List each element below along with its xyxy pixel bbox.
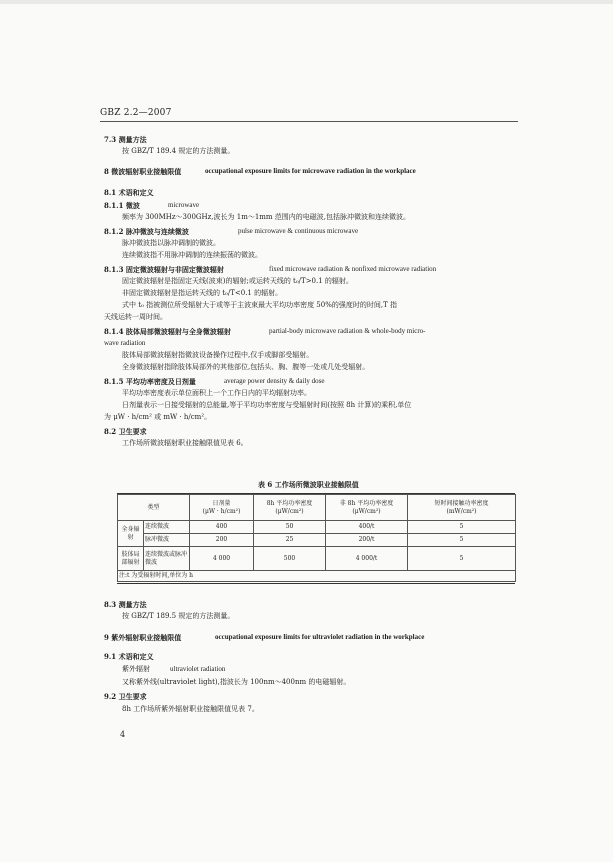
heading-8-1-2-en: pulse microwave & continuous microwave — [238, 227, 359, 235]
body-8-1-4-b: 全身微波辐射指除肢体局部外的其他部位,包括头、胸、腹等一处或几处受辐射。 — [122, 363, 370, 371]
body-8-1-1: 频率为 300MHz～300GHz,波长为 1m～1mm 范围内的电磁波,包括脉冲微波和连续微波。 — [122, 213, 411, 221]
heading-8-en: occupational exposure limits for microwave radiation in the workplace — [205, 167, 416, 175]
term-9-1: 紫外辐射 — [122, 665, 150, 673]
col-daily-dose: 日剂量 (μW · h/cm²) — [190, 495, 254, 521]
body-8-1-3-c: 式中 t₀ 指被测位所受辐射大于或等于主波束最大平均功率密度 50%的强度时的时间,T 指 — [122, 301, 397, 309]
col-non-8h: 非 8h 平均功率密度 (μW/cm²) — [326, 495, 408, 521]
body-8-1-3-a: 固定微波辐射是指固定天线(波束)的辐射;或运转天线的 t₀/T>0.1 的辐射。 — [122, 277, 353, 285]
heading-9-en: occupational exposure limits for ultraviolet radiation in the workplace — [215, 633, 425, 641]
col-short-time: 短时间接触功率密度 (mW/cm²) — [408, 495, 516, 521]
cell-avg: 25 — [254, 534, 326, 547]
cell-kind: 连续微波 — [144, 521, 190, 534]
cell-dose: 400 — [190, 521, 254, 534]
table-row — [118, 547, 516, 571]
cell-kind: 连续微波或脉冲微波 — [144, 547, 190, 571]
cell-non: 4 000/t — [326, 547, 408, 571]
heading-8-1-1: 8.1.1 微波 — [104, 201, 140, 210]
page-number: 4 — [120, 730, 126, 739]
table-bottom-rule — [117, 583, 515, 584]
table-row — [118, 521, 516, 534]
body-8-1-5-b: 日剂量表示一日接受辐射的总能量,等于平均功率密度与受辐射时间(按照 8h 计算)的乘积,单位 — [122, 401, 412, 409]
table-note-row — [118, 571, 516, 582]
header-rule — [100, 121, 518, 122]
cell-kind: 脉冲微波 — [144, 534, 190, 547]
heading-8-1-3-en: fixed microwave radiation & nonfixed microwave radiation — [269, 265, 437, 273]
heading-8-1-5: 8.1.5 平均功率密度及日剂量 — [104, 377, 196, 386]
col-avg-8h: 8h 平均功率密度 (μW/cm²) — [254, 495, 326, 521]
body-8-2: 工作场所微波辐射职业接触限值见表 6。 — [122, 439, 248, 447]
heading-8-1: 8.1 术语和定义 — [104, 188, 154, 197]
table-header-row — [118, 495, 516, 521]
heading-8-1-1-en: microwave — [168, 201, 200, 209]
heading-8-1-2: 8.1.2 脉冲微波与连续微波 — [104, 227, 189, 236]
heading-7-3: 7.3 测量方法 — [104, 135, 147, 144]
cell-avg: 50 — [254, 521, 326, 534]
cell-short: 5 — [408, 521, 516, 534]
body-8-3: 按 GBZ/T 189.5 规定的方法测量。 — [122, 612, 235, 620]
body-7-3: 按 GBZ/T 189.4 规定的方法测量。 — [122, 147, 235, 155]
heading-8-1-3: 8.1.3 固定微波辐射与非固定微波辐射 — [104, 265, 224, 274]
heading-8-3: 8.3 测量方法 — [104, 600, 147, 609]
body-9-2: 8h 工作场所紫外辐射职业接触限值见表 7。 — [122, 705, 259, 713]
table-6 — [117, 494, 516, 582]
cell-dose: 4 000 — [190, 547, 254, 571]
body-9-1: 又称紫外线(ultraviolet light),指波长为 100nm～400nm 的电磁辐射。 — [122, 678, 351, 686]
cell-avg: 500 — [254, 547, 326, 571]
heading-8-1-5-en: average power density & daily dose — [224, 377, 325, 385]
group-whole-body: 全身辐射 — [118, 521, 144, 547]
table-note: 注:t 为受辐射时间,单位为 h — [118, 571, 516, 582]
cell-non: 200/t — [326, 534, 408, 547]
heading-8-1-4: 8.1.4 肢体局部微波辐射与全身微波辐射 — [104, 327, 231, 336]
heading-9-1: 9.1 术语和定义 — [104, 652, 154, 661]
heading-8: 8 微波辐射职业接触限值 — [104, 167, 182, 176]
body-8-1-2-b: 连续微波指不用脉冲调制的连续振荡的微波。 — [122, 251, 262, 259]
heading-9: 9 紫外辐射职业接触限值 — [104, 633, 182, 642]
body-8-1-2-a: 脉冲微波指以脉冲调制的微波。 — [122, 239, 220, 247]
term-9-1-en: ultraviolet radiation — [170, 665, 226, 673]
cell-dose: 200 — [190, 534, 254, 547]
col-type: 类型 — [118, 495, 190, 521]
heading-8-1-4-en-cont: wave radiation — [104, 339, 146, 347]
cell-non: 400/t — [326, 521, 408, 534]
table-row — [118, 534, 516, 547]
heading-8-1-4-en: partial-body microwave radiation & whole-body micro- — [269, 327, 426, 335]
heading-9-2: 9.2 卫生要求 — [104, 692, 147, 701]
body-8-1-5-c: 为 μW · h/cm² 或 mW · h/cm²。 — [104, 413, 212, 421]
table-6-caption: 表 6 工作场所微波职业接触限值 — [258, 480, 359, 489]
body-8-1-4-a: 肢体局部微波辐射指微波设备操作过程中,仅手或脚部受辐射。 — [122, 351, 314, 359]
cell-short: 5 — [408, 534, 516, 547]
body-8-1-3-b: 非固定微波辐射是指运转天线的 t₀/T<0.1 的辐射。 — [122, 289, 283, 297]
body-8-1-3-d: 天线运转一周时间。 — [104, 313, 167, 321]
body-8-1-5-a: 平均功率密度表示单位面积上一个工作日内的平均辐射功率。 — [122, 389, 311, 397]
cell-short: 5 — [408, 547, 516, 571]
heading-8-2: 8.2 卫生要求 — [104, 427, 147, 436]
group-partial-body: 肢体局部辐射 — [118, 547, 144, 571]
document-code: GBZ 2.2—2007 — [100, 108, 172, 118]
scan-edge — [0, 0, 613, 4]
